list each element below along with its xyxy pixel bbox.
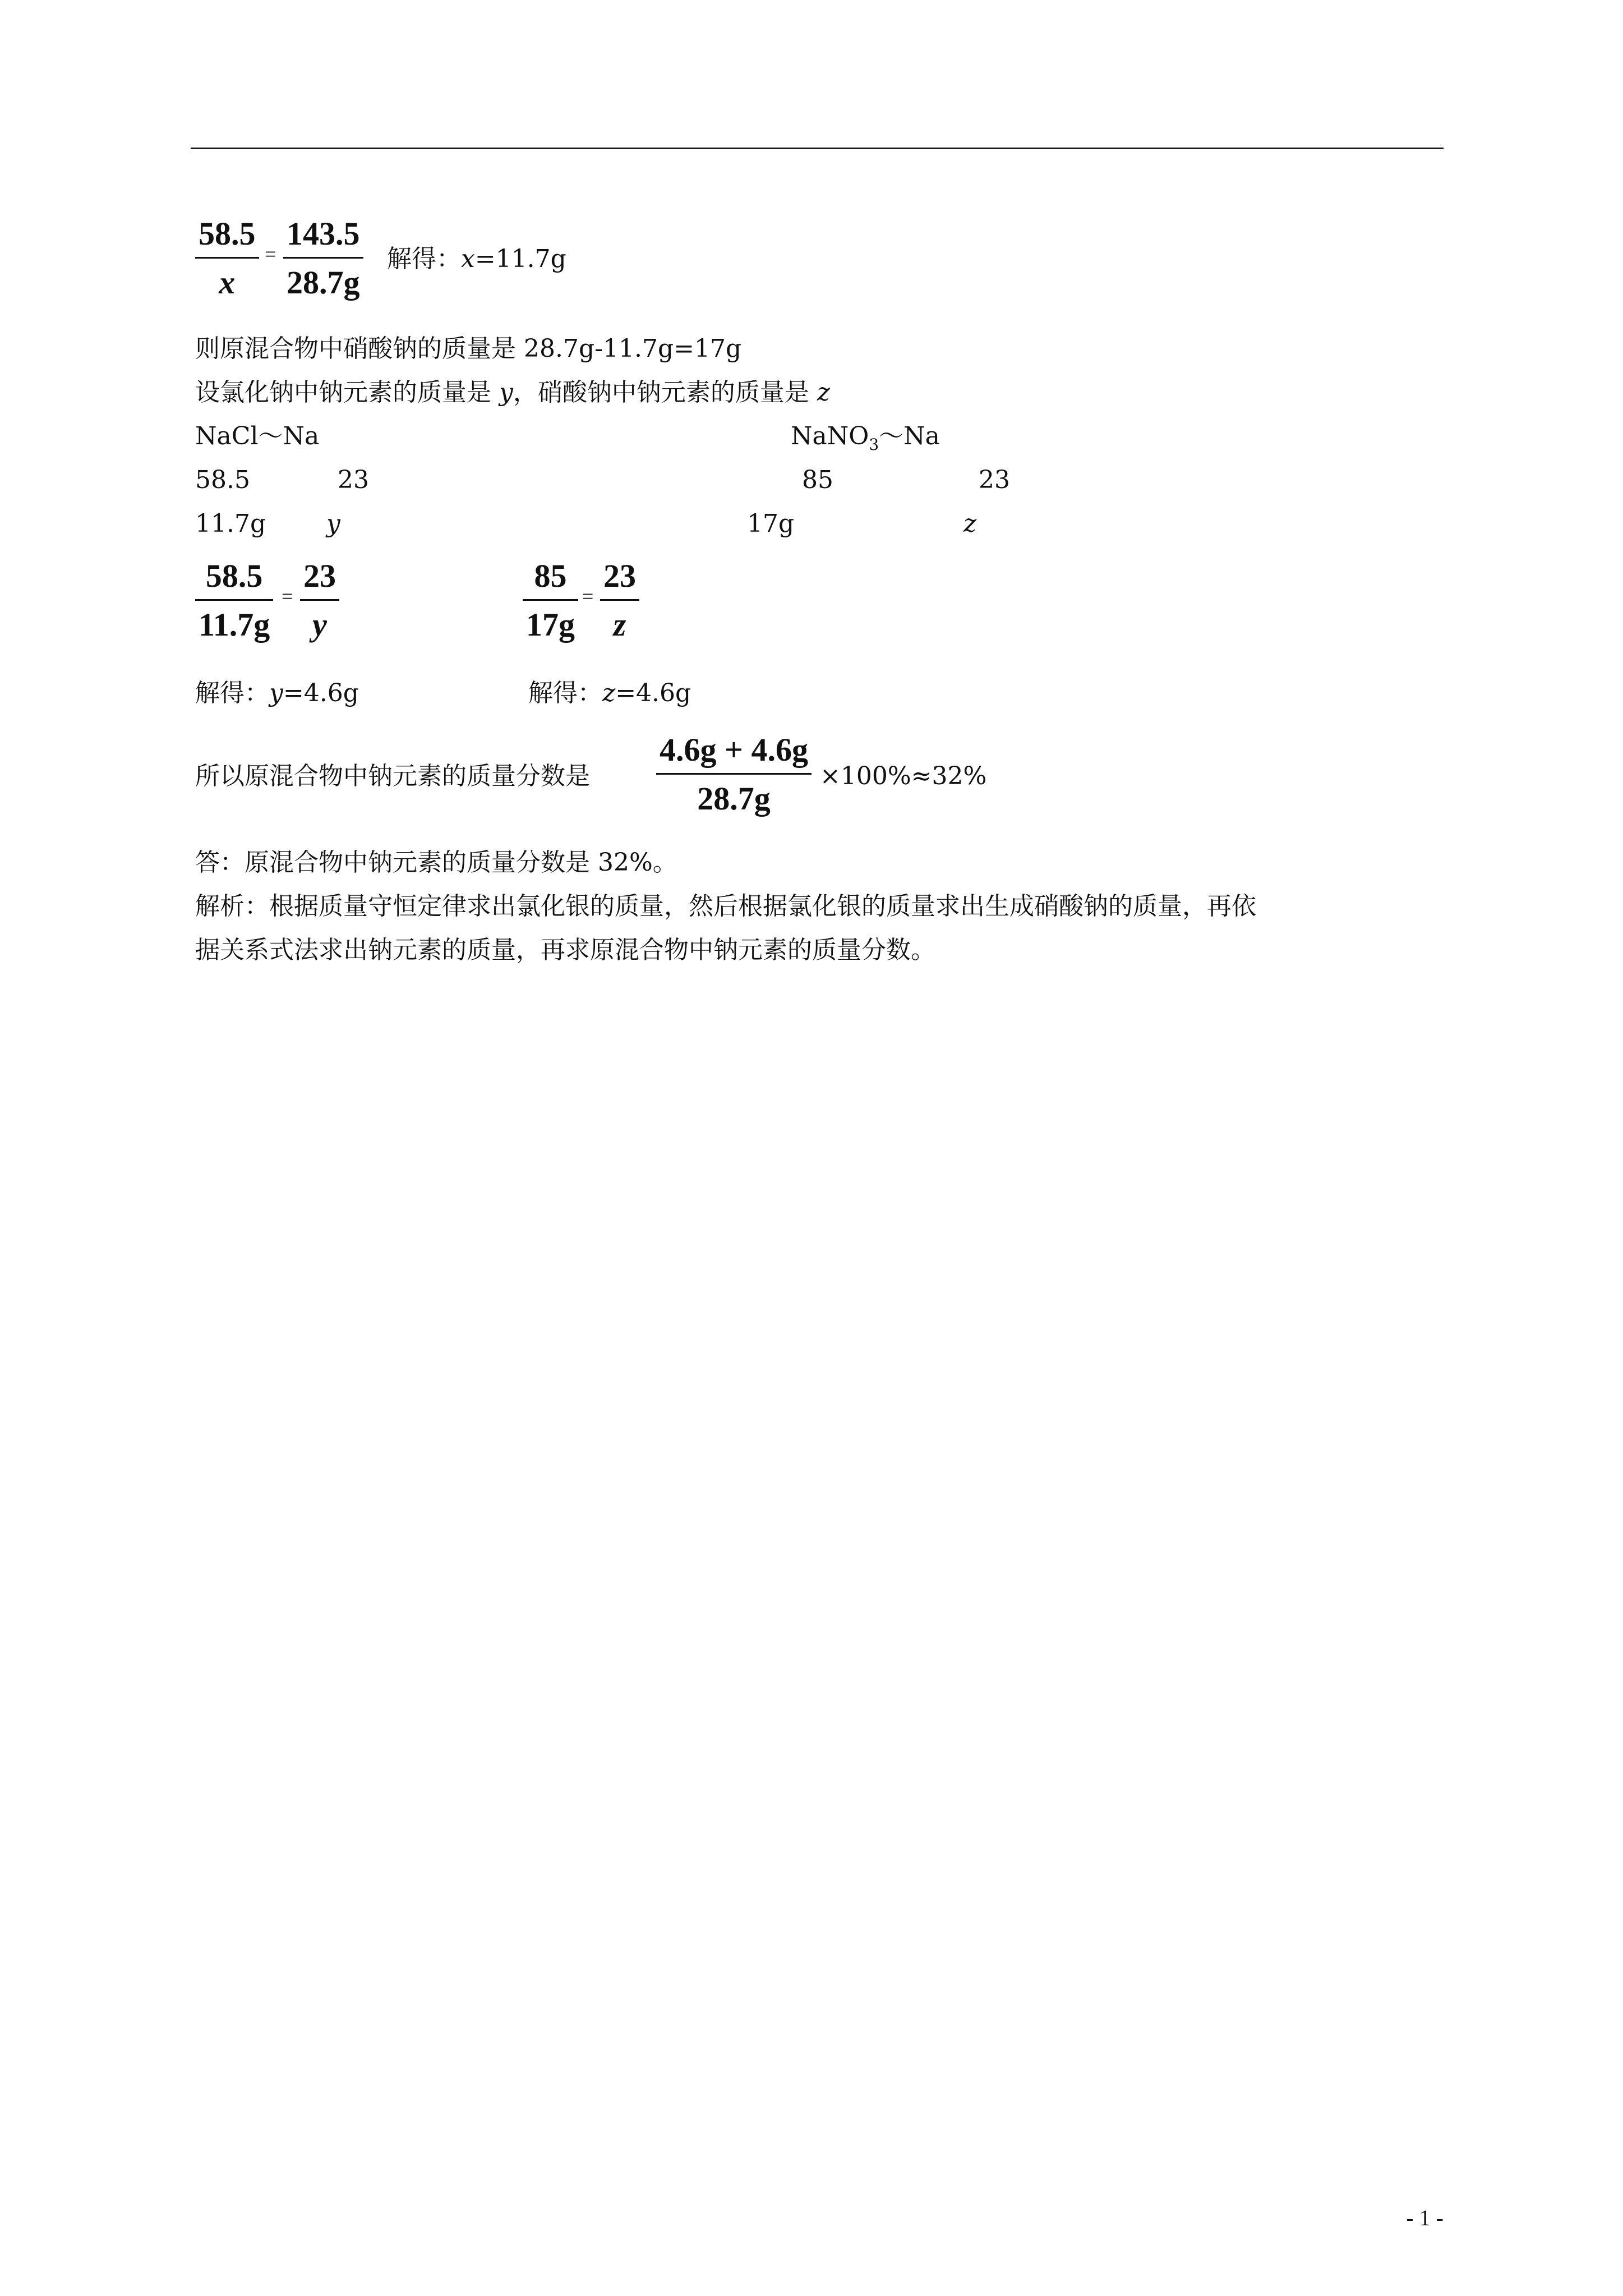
nacl-mass: 11.7g	[195, 509, 266, 538]
denominator: z	[613, 606, 626, 643]
numerator: 23	[303, 558, 336, 594]
fraction-bar	[600, 599, 639, 601]
numerator: 58.5	[199, 215, 256, 252]
fraction-bar	[195, 599, 273, 601]
formula-subscript: 3	[869, 435, 879, 454]
set-mid: ，硝酸钠中钠元素的质量是	[513, 378, 817, 407]
numerator: 4.6g + 4.6g	[660, 731, 809, 768]
formula-part: ～Na	[879, 422, 940, 450]
solve-var: y	[269, 679, 283, 707]
fraction-eq2-b	[300, 555, 339, 646]
fraction-right	[283, 213, 363, 303]
fraction-eq3-b	[600, 555, 639, 646]
denominator: x	[219, 264, 236, 301]
equals-sign: =	[265, 243, 276, 265]
numerator: 58.5	[205, 558, 263, 594]
na-molar-mass: 23	[338, 466, 369, 494]
solve-value: =4.6g	[283, 679, 359, 707]
numerator: 143.5	[287, 215, 360, 252]
analysis-line-1: 解析：根据质量守恒定律求出氯化银的质量，然后根据氯化银的质量求出生成硝酸钠的质量，再依	[195, 892, 1256, 921]
answer-line: 答：原混合物中钠元素的质量分数是 32%。	[195, 848, 677, 877]
denominator: 17g	[526, 606, 575, 643]
denominator: 11.7g	[199, 606, 270, 643]
denominator: 28.7g	[697, 780, 771, 817]
fraction-bar	[195, 257, 259, 259]
numerator: 85	[534, 558, 567, 594]
na-molar-mass-right: 23	[979, 466, 1010, 494]
nano3-relation	[791, 420, 940, 462]
nacl-molar-mass: 58.5	[195, 466, 250, 494]
analysis-line-2: 据关系式法求出钠元素的质量，再求原混合物中钠元素的质量分数。	[195, 936, 935, 964]
solve-y-line	[195, 677, 359, 710]
fraction-bar	[300, 599, 339, 601]
page-number: - 1 -	[1406, 2205, 1444, 2230]
na-mass-y: y	[326, 509, 340, 538]
solve-label: 解得：	[528, 679, 602, 707]
nano3-molar-mass: 85	[802, 466, 833, 494]
fraction-left	[195, 213, 259, 303]
solve-label: 解得：	[195, 679, 269, 707]
numerator: 23	[603, 558, 636, 594]
nano3-mass-line: 则原混合物中硝酸钠的质量是 28.7g-11.7g=17g	[195, 334, 742, 363]
denominator: y	[312, 606, 327, 643]
na-mass-z: z	[963, 509, 977, 538]
set-variables-line	[195, 376, 830, 409]
mass-fraction	[656, 729, 811, 820]
header-rule	[191, 148, 1444, 149]
solve-value: =4.6g	[615, 679, 691, 707]
var-z: z	[817, 378, 831, 407]
set-prefix: 设氯化钠中钠元素的质量是	[195, 378, 499, 407]
mass-fraction-prefix: 所以原混合物中钠元素的质量分数是	[195, 762, 590, 790]
solve-x-text	[387, 242, 566, 276]
solve-var: x	[461, 245, 475, 273]
formula-part: NaNO	[791, 422, 869, 450]
solve-label: 解得：	[387, 245, 461, 273]
var-y: y	[499, 378, 513, 407]
fraction-eq3-a	[523, 555, 578, 646]
solve-z-line	[528, 677, 691, 710]
mass-fraction-suffix: ×100%≈32%	[820, 762, 987, 790]
denominator: 28.7g	[287, 264, 360, 301]
solve-var: z	[602, 679, 616, 707]
fraction-bar	[523, 599, 578, 601]
nano3-mass: 17g	[747, 509, 795, 538]
solve-value: =11.7g	[474, 245, 566, 273]
nacl-relation: NaCl～Na	[195, 422, 320, 450]
fraction-bar	[656, 773, 811, 775]
fraction-bar	[283, 257, 363, 259]
equals-sign: =	[282, 585, 293, 608]
equals-sign: =	[582, 585, 594, 608]
fraction-eq2-a	[195, 555, 273, 646]
